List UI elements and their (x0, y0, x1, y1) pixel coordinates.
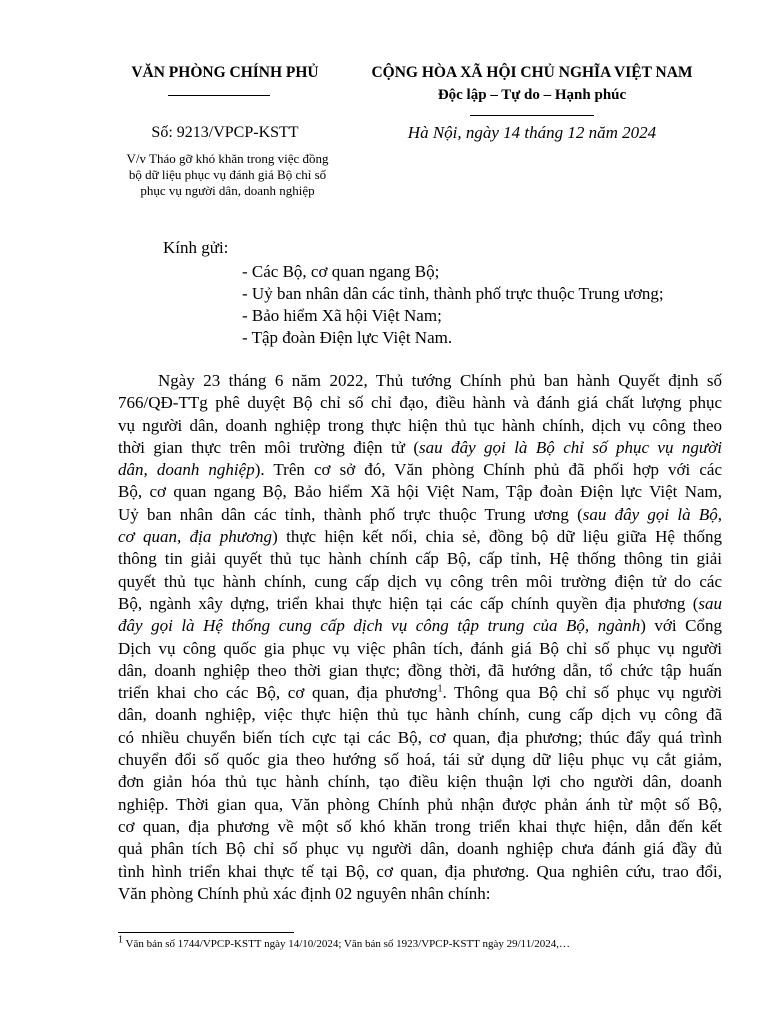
body-line: quả phân tích Bộ chỉ số phục vụ người dân, doanh nghiệp chưa đánh giá đầy đủ (118, 839, 722, 859)
body-line (118, 437, 722, 459)
national-motto: Độc lập – Tự do – Hạnh phúc (437, 87, 627, 103)
subject-line: bộ dữ liệu phục vụ đánh giá Bộ chỉ số (128, 167, 327, 182)
body-line: nghiệp. Thời gian qua, Văn phòng Chính phủ nhận được phản ánh từ một số Bộ, (118, 794, 722, 814)
recipient-item: - Bảo hiểm Xã hội Việt Nam; (242, 306, 442, 325)
body-italic-run: cơ quan, địa phương (118, 527, 273, 547)
national-title: CỘNG HÒA XÃ HỘI CHỦ NGHĨA VIỆT NAM (371, 64, 693, 81)
body-text-run: ) thực hiện kết nối, chia sẻ, đồng bộ dữ liệu giữa Hệ thống (272, 527, 722, 547)
body-line: Dịch vụ công quốc gia phục vụ việc phân tích, đánh giá Bộ chỉ số phục vụ người (118, 638, 722, 658)
subject-line: V/v Tháo gỡ khó khăn trong việc đồng (126, 151, 329, 166)
body-line: dân, doanh nghiệp, việc thực hiện thủ tục hành chính, cung cấp dịch vụ công đã (118, 705, 722, 725)
motto-underline (470, 115, 594, 116)
body-line: thông tin giải quyết thủ tục hành chính cấp Bộ, cấp tỉnh, Hệ thống thông tin giải (118, 549, 722, 569)
body-line: vụ người dân, doanh nghiệp trong thực hiện thủ tục hành chính, dịch vụ công theo (118, 415, 722, 435)
recipient-item: - Uỷ ban nhân dân các tỉnh, thành phố trực thuộc Trung ương; (242, 284, 664, 303)
recipient-item: - Các Bộ, cơ quan ngang Bộ; (242, 262, 440, 281)
body-text-run: Uỷ ban nhân dân các tỉnh, thành phố trực thuộc Trung ương ( (118, 504, 583, 524)
body-line: có nhiều chuyển biến tích cực tại các Bộ, cơ quan, địa phương; thúc đẩy quá trình (118, 727, 722, 747)
body-line (118, 526, 722, 548)
body-text-run: . Thông qua Bộ chỉ số phục vụ người (442, 683, 722, 703)
footnote-marker: 1 (118, 934, 123, 946)
document-number: Số: 9213/VPCP-KSTT (151, 124, 299, 141)
footnote-text: Văn bản số 1744/VPCP-KSTT ngày 14/10/2024; Văn bản số 1923/VPCP-KSTT ngày 29/11/2024,… (123, 938, 571, 950)
body-text-run: thời gian thực trên môi trường điện tử ( (118, 437, 420, 457)
agency-underline (168, 95, 270, 96)
body-line: 766/QĐ-TTg phê duyệt Bộ chỉ số chỉ đạo, điều hành và đánh giá chất lượng phục (118, 393, 722, 413)
body-text-run: ). Trên cơ sở đó, Văn phòng Chính phủ đã phối hợp với các (254, 460, 722, 480)
place-date: Hà Nội, ngày 14 tháng 12 năm 2024 (407, 123, 657, 142)
body-text-run: triển khai cho các Bộ, cơ quan, địa phương (118, 683, 438, 703)
recipient-list (242, 261, 664, 349)
recipient-item: - Tập đoàn Điện lực Việt Nam. (242, 328, 453, 347)
body-line (118, 682, 722, 704)
issuing-agency: VĂN PHÒNG CHÍNH PHỦ (131, 64, 319, 81)
body-line (118, 593, 722, 615)
body-text-run: Bộ, ngành xây dựng, triển khai thực hiện tại các cấp chính quyền địa phương ( (118, 593, 699, 613)
body-line (118, 459, 722, 481)
body-italic-run: sau (698, 593, 722, 613)
body-line: dân, doanh nghiệp theo thời gian thực; đồng thời, đã hướng dẫn, tổ chức tập huấn (118, 660, 722, 680)
body-line (118, 615, 722, 637)
body-line: quyết thủ tục hành chính, cung cấp dịch vụ công trên môi trường điện tử do các (118, 571, 722, 591)
body-italic-run: dân, doanh nghiệp (118, 460, 255, 480)
salutation: Kính gửi: (163, 238, 229, 257)
subject-block (95, 151, 360, 199)
body-paragraph (118, 370, 722, 905)
footnote (118, 934, 571, 950)
body-line: chuyển đổi số quốc gia theo hướng số hoá, tái sử dụng dữ liệu phục vụ cắt giảm, (118, 750, 722, 770)
body-line: Văn phòng Chính phủ xác định 02 nguyên nhân chính: (118, 883, 491, 903)
body-line: cơ quan, địa phương về một số khó khăn trong triển khai thực hiện, dẫn đến kết (118, 816, 722, 836)
body-line: Ngày 23 tháng 6 năm 2022, Thủ tướng Chính phủ ban hành Quyết định số (158, 371, 722, 390)
body-line: tình hình triển khai thực tế tại Bộ, cơ quan, địa phương. Qua nghiên cứu, trao đổi, (118, 861, 722, 881)
body-line: đơn giản hóa thủ tục hành chính, tạo điều kiện thuận lợi cho người dân, doanh (118, 772, 722, 792)
body-italic-run: sau đây gọi là Bộ chỉ số phục vụ người (419, 437, 722, 457)
subject-line: phục vụ người dân, doanh nghiệp (140, 183, 315, 198)
body-line (118, 504, 722, 526)
footnote-separator (118, 932, 294, 933)
body-line: Bộ, cơ quan ngang Bộ, Bảo hiểm Xã hội Việt Nam, Tập đoàn Điện lực Việt Nam, (118, 482, 722, 502)
body-text-run: ) với Cổng (640, 616, 722, 636)
body-italic-run: đây gọi là Hệ thống cung cấp dịch vụ công tập trung của Bộ, ngành (118, 616, 641, 636)
body-italic-run: sau đây gọi là Bộ, (582, 504, 722, 524)
footnote-reference[interactable]: 1 (437, 683, 443, 695)
